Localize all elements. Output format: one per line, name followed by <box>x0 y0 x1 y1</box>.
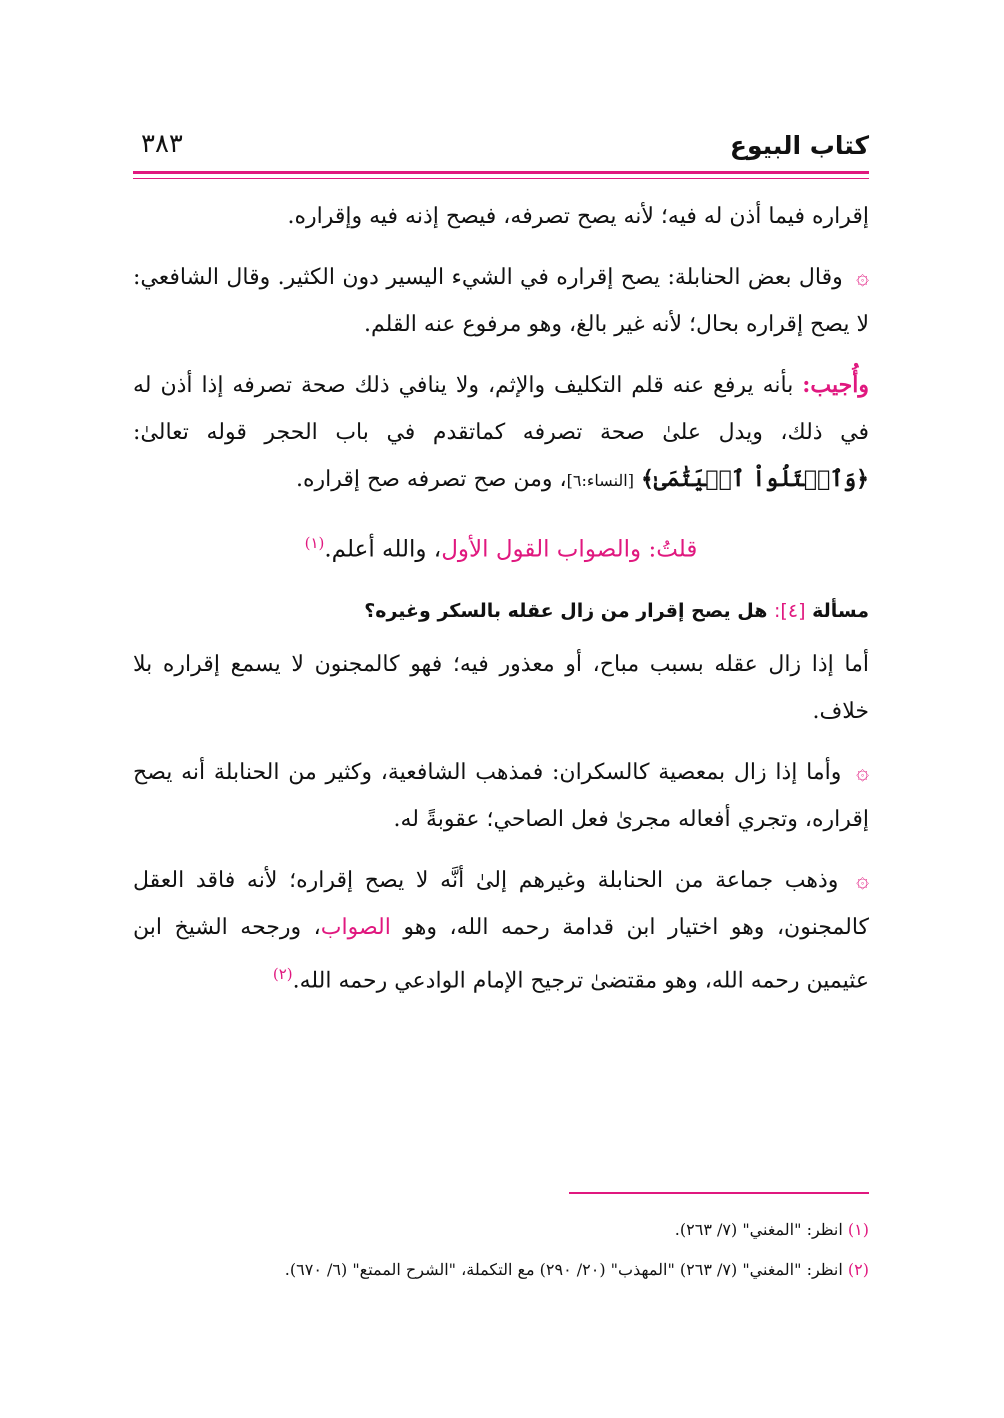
paragraph-text: ، ومن صح تصرفه صح إقراره. <box>295 467 567 492</box>
footnote-item <box>133 1250 869 1290</box>
footnote-number: (١) <box>847 1220 869 1239</box>
page-number: ٣٨٣ <box>141 129 183 159</box>
page-title: كتاب البيوع <box>729 131 869 160</box>
answer-label: وأُجيب: <box>802 372 869 398</box>
header-rule-thin <box>133 178 869 179</box>
paragraph-text: وذهب جماعة من الحنابلة وغيرهم إلىٰ أنَّه لا يصح إقراره؛ لأنه فاقد العقل كالمجنون، وهو اختيار ابن قدامة رحمه الله، وهو <box>133 867 870 940</box>
footnote-number: (٢) <box>847 1260 869 1279</box>
paragraph <box>133 641 869 735</box>
footnote-rule <box>569 1192 869 1194</box>
question-label: مسألة <box>812 599 869 622</box>
paragraph <box>133 254 869 348</box>
header-rule-thick <box>133 171 869 174</box>
flower-icon: ۞ <box>856 265 870 290</box>
page-header <box>133 125 869 169</box>
paragraph-text: ، ورجحه الشيخ ابن عثيمين رحمه الله، وهو مقتضىٰ ترجيح الإمام الوادعي رحمه الله. <box>133 914 869 993</box>
flower-icon: ۞ <box>856 867 869 893</box>
question-text: هل يصح إقرار من زال عقله بالسكر وغيره؟ <box>364 599 768 622</box>
footnotes <box>133 1210 869 1290</box>
paragraph-text: أما إذا زال عقله بسبب مباح، أو معذور فيه؛ فهو كالمجنون لا يسمع إقراره بلا خلاف. <box>133 651 869 724</box>
footnote-item <box>133 1210 869 1250</box>
author-opinion <box>133 518 869 575</box>
footnote-marker[interactable]: (٢) <box>272 964 293 983</box>
book-page <box>133 125 869 1325</box>
verse-reference: [النساء:٦] <box>566 471 634 490</box>
opinion-accent: والصواب القول الأول <box>441 536 642 563</box>
opinion-end: ، والله أعلم. <box>324 536 442 563</box>
flower-icon: ۞ <box>856 759 869 785</box>
paragraph <box>133 857 869 1004</box>
paragraph-text: إقراره فيما أذن له فيه؛ لأنه يصح تصرفه، فيصح إذنه فيه وإقراره. <box>287 204 869 229</box>
opinion-label: قلتُ: <box>648 536 698 563</box>
paragraph <box>133 362 869 504</box>
footnote-text: انظر: "المغني" (٧/ ٢٦٣) "المهذب" (٢٠/ ٢٩٠) مع التكملة، "الشرح الممتع" (٦/ ٦٧٠). <box>284 1260 843 1279</box>
paragraph <box>133 749 869 843</box>
paragraph <box>133 193 869 240</box>
paragraph-text: وأما إذا زال بمعصية كالسكران: فمذهب الشافعية، وكثير من الحنابلة أنه يصح إقراره، وتجري أفعاله مجرىٰ فعل الصاحي؛ عقوبةً له. <box>133 759 869 832</box>
highlight-text: الصواب <box>320 914 391 940</box>
paragraph-text: وقال بعض الحنابلة: يصح إقراره في الشيء اليسير دون الكثير. وقال الشافعي: لا يصح إقراره بحال؛ لأنه غير بالغ، وهو مرفوع عنه القلم. <box>133 265 869 337</box>
question-number: [٤]: <box>774 599 806 622</box>
question-heading <box>133 591 869 631</box>
footnote-marker[interactable]: (١) <box>304 534 325 552</box>
paragraph-text: بأنه يرفع عنه قلم التكليف والإثم، ولا ينافي ذلك صحة تصرفه إذا أذن له في ذلك، ويدل علىٰ صحة تصرفه كماتقدم في باب الحجر قوله تعالىٰ: <box>133 373 869 445</box>
page-body <box>133 193 869 1018</box>
quran-verse: ﴿وَٱبۡتَلُواْ ٱلۡيَتَٰمَىٰ﴾ <box>640 466 869 492</box>
footnote-text: انظر: "المغني" (٧/ ٢٦٣). <box>674 1220 843 1239</box>
